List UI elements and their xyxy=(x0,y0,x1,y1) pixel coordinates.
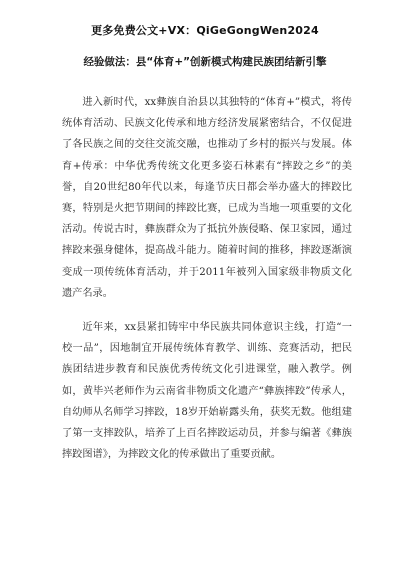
paragraph-2: 近年来，xx县紧扣铸牢中华民族共同体意识主线，打造“一校一品”，因地制宜开展传统体育教学、训练、竞赛活动，把民族团结进步教育和民族优秀传统文化引进课堂，融入教学。例如，黄毕兴老师作为云南省非物质文化遗产“彝族摔跤”传承人，自幼师从名师学习摔跤，18岁开始崭露头角，获奖无数。他组建了第一支摔跤队，培养了上百名摔跤运动员，并参与编著《彝族摔跤图谱》，为摔跤文化的传承做出了重要贡献。 xyxy=(62,322,352,461)
promo-header: 更多免费公文+VX：QiGeGongWen2024 xyxy=(91,24,319,37)
article-title: 经验做法：县“体育+”创新模式构建民族团结新引擎 xyxy=(83,56,327,68)
paragraph-1: 进入新时代，xx彝族自治县以其独特的“体育+”模式，将传统体育活动、民族文化传承和地方经济发展紧密结合，不仅促进了各民族之间的交往交流交融，也推动了乡村的振兴与发展。体育+传承：中华优秀传统文化更多姿石林素有“摔跤之乡”的美誉，自20世纪80年代以来，每逢节庆日都会举办盛大的摔跤比赛，特别是火把节期间的摔跤比赛，已成为当地一项重要的文化活动。传说古时，彝族群众为了抵抗外族侵略、保卫家园，通过摔跤来强身健体，提高战斗能力。随着时间的推移，摔跤逐渐演变成一项传统体育活动，并于2011年被列入国家级非物质文化遗产名录。 xyxy=(62,97,352,299)
